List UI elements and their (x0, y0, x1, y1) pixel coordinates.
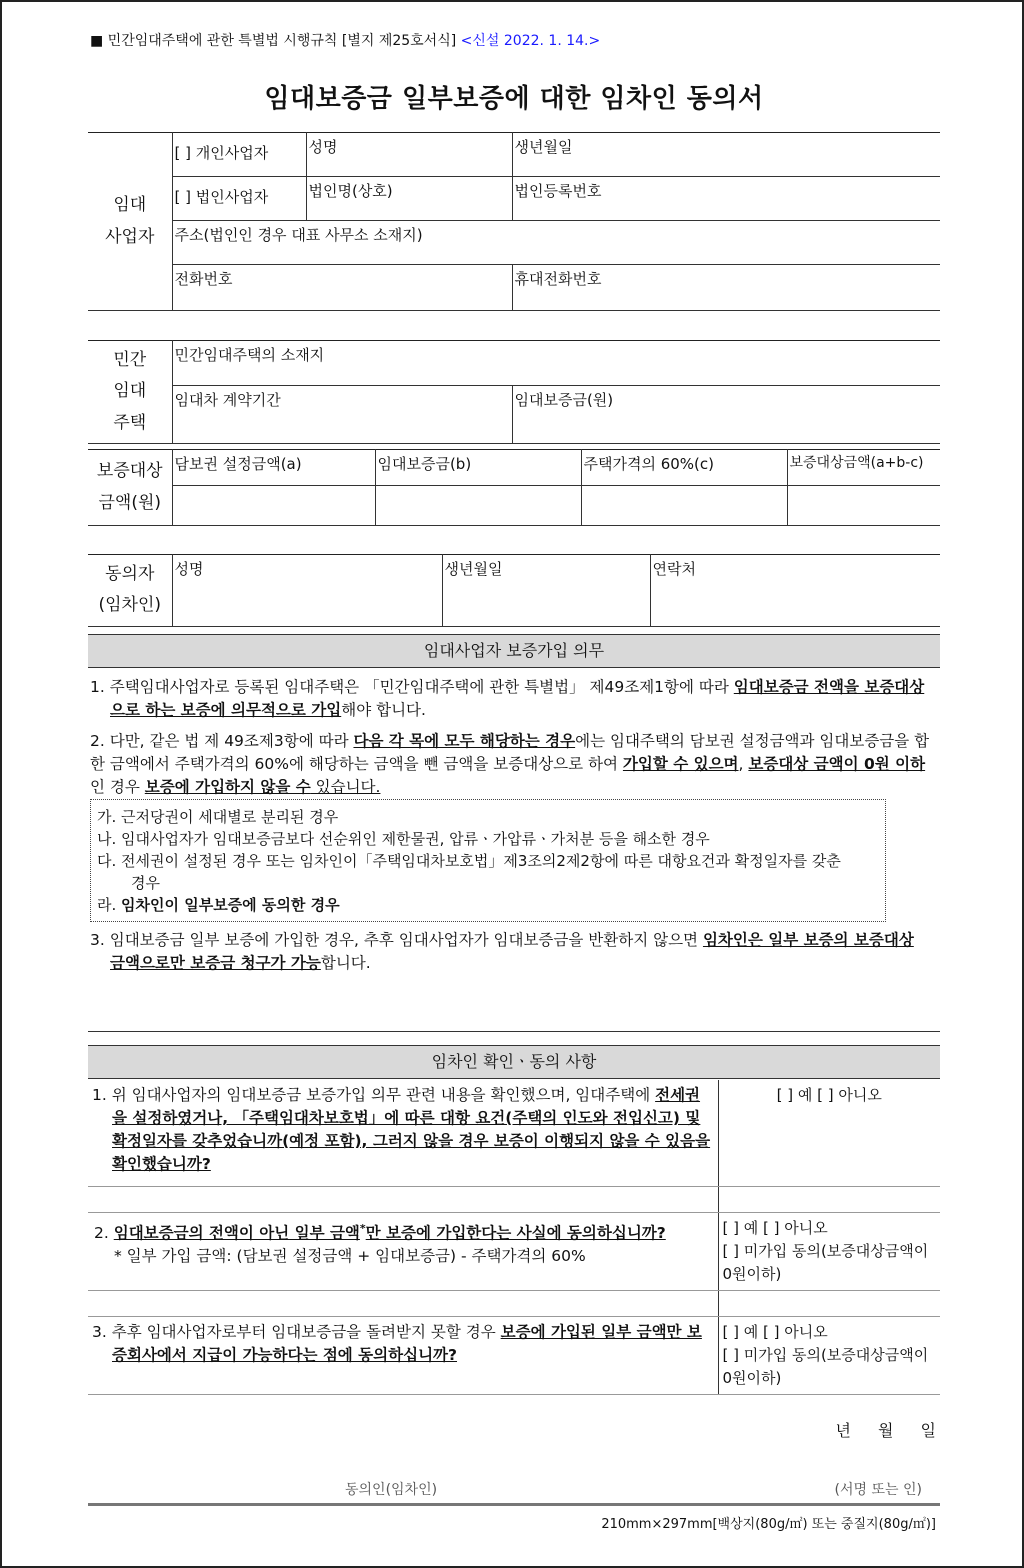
corporate-reg-field[interactable]: 법인등록번호 (512, 177, 940, 221)
question-2-note: * 일부 가입 금액: (담보권 설정금액 + 임대보증금) - 주택가격의 60% (114, 1246, 586, 1265)
condition-item-na: 나. 임대사업자가 임대보증금보다 선순위인 제한물권, 압류ㆍ가압류ㆍ가처분 등을 해소한 경우 (97, 830, 710, 848)
mobile-field[interactable]: 휴대전화번호 (512, 265, 940, 311)
landlord-side-label: 임대 사업자 (88, 133, 172, 311)
answer-2-not-join[interactable]: [ ] 미가입 동의(보증대상금액이0원이하) (722, 1241, 929, 1283)
guarantee-amount-table (88, 449, 940, 526)
consenter-birth-field[interactable]: 생년월일 (442, 555, 650, 627)
address-field[interactable]: 주소(법인인 경우 대표 사무소 소재지) (172, 221, 940, 265)
question-3: 3. 추후 임대사업자로부터 임대보증금을 돌려받지 못할 경우 보증에 가입된 일부 금액만 보증회사에서 지급이 가능하다는 점에 동의하십니까? (88, 1316, 718, 1394)
amount-side-label: 보증대상 금액(원) (88, 450, 172, 526)
deposit-field[interactable]: 임대보증금(원) (512, 385, 940, 444)
answer-3-not-join[interactable]: [ ] 미가입 동의(보증대상금액이0원이하) (722, 1345, 929, 1387)
corporate-name-field[interactable]: 법인명(상호) (306, 177, 512, 221)
guarantee-target-header: 보증대상금액(a+b-c) (787, 450, 940, 486)
duty-paragraph-2: 2. 다만, 같은 법 제 49조제3항에 따라 다음 각 목에 모두 해당하는 경우에는 임대주택의 담보권 설정금액과 임대보증금을 합한 금액에서 주택가격의 60%에 해당하는 금액을 뺀 금액을 보증대상으로 하여 가입할 수 있으며, 보증대상 금액이 0원 이하인 경우 보증에 가입하지 않을 수 있습니다. (90, 732, 930, 796)
paper-spec: 210mm×297mm[백상지(80g/㎡) 또는 중질지(80g/㎡)] (601, 1517, 936, 1532)
duty-paragraph-3: 3. 임대보증금 일부 보증에 가입한 경우, 추후 임대사업자가 임대보증금을 반환하지 않으면 임차인은 일부 보증의 보증대상 금액으로만 보증금 청구가 가능합니다. (90, 931, 914, 972)
confirm-table (88, 1080, 940, 1395)
answer-2-yes-no[interactable]: [ ] 예 [ ] 아니오 (722, 1218, 828, 1237)
date-line[interactable]: 년 월 일 (835, 1421, 936, 1440)
condition-item-da: 다. 전세권이 설정된 경우 또는 임차인이「주택임대차보호법」제3조의2제2항에 따른 대항요건과 확정일자를 갖춘 (97, 852, 841, 870)
contract-period-field[interactable]: 임대차 계약기간 (172, 385, 512, 444)
consenter-contact-field[interactable]: 연락처 (650, 555, 940, 627)
answer-3-yes-no[interactable]: [ ] 예 [ ] 아니오 (722, 1322, 828, 1341)
condition-item-da-cont: 경우 (131, 874, 160, 892)
consenter-table (88, 554, 940, 627)
condition-list-box (90, 799, 886, 922)
question-1: 1. 위 임대사업자의 임대보증금 보증가입 의무 관련 내용을 확인했으며, 임대주택에 전세권을 설정하였거나, 「주택임대차보호법」에 따른 대항 요건(주택의 인도와 전입신고) 및 확정일자를 갖추었습니까(예정 포함), 그러지 않을 경우 보증이 이행되지 않을 수 있음을 확인했습니까? (88, 1080, 718, 1186)
house-price-60-input[interactable] (581, 486, 787, 526)
signature-hint[interactable]: (서명 또는 인) (834, 1482, 922, 1498)
collateral-amount-input[interactable] (172, 486, 375, 526)
answer-2[interactable] (718, 1212, 940, 1290)
condition-item-ga: 가. 근저당권이 세대별로 분리된 경우 (97, 808, 339, 826)
duty-section-bar: 임대사업자 보증가입 의무 (88, 634, 940, 668)
answer-3[interactable] (718, 1316, 940, 1394)
footer-rule (88, 1503, 940, 1506)
answer-1-yes-no[interactable]: [ ] 예 [ ] 아니오 (718, 1080, 940, 1186)
birth-field[interactable]: 생년월일 (512, 133, 940, 177)
phone-field[interactable]: 전화번호 (172, 265, 512, 311)
question-2: 2. 임대보증금의 전액이 아닌 일부 금액*만 보증에 가입한다는 사실에 동의하십니까? * 일부 가입 금액: (담보권 설정금액 + 임대보증금) - 주택가격의 60% (88, 1212, 718, 1290)
deposit-amount-input[interactable] (375, 486, 581, 526)
guarantee-target-input[interactable] (787, 486, 940, 526)
regulation-reference: ■ 민간임대주택에 관한 특별법 시행규칙 [별지 제25호서식] (90, 33, 457, 49)
corporate-business-checkbox[interactable]: [ ] 법인사업자 (172, 177, 306, 221)
name-field[interactable]: 성명 (306, 133, 512, 177)
document-title: 임대보증금 일부보증에 대한 임차인 동의서 (264, 84, 764, 114)
collateral-amount-header: 담보권 설정금액(a) (172, 450, 375, 486)
duty-paragraph-1: 1. 주택임대사업자로 등록된 임대주택은 「민간임대주택에 관한 특별법」 제49조제1항에 따라 임대보증금 전액을 보증대상으로 하는 보증에 의무적으로 가입해야 합니다. (90, 678, 925, 719)
deposit-amount-header: 임대보증금(b) (375, 450, 581, 486)
form-header (90, 30, 600, 50)
individual-business-checkbox[interactable]: [ ] 개인사업자 (172, 133, 306, 177)
landlord-table (88, 132, 940, 311)
condition-item-ra: 라. 임차인이 일부보증에 동의한 경우 (97, 896, 340, 914)
housing-location-field[interactable]: 민간임대주택의 소재지 (172, 341, 940, 386)
consenter-name-field[interactable]: 성명 (172, 555, 442, 627)
housing-table (88, 340, 940, 444)
new-date-note: <신설 2022. 1. 14.> (460, 33, 601, 49)
signer-label: 동의인(임차인) (345, 1482, 438, 1498)
house-price-60-header: 주택가격의 60%(c) (581, 450, 787, 486)
housing-side-label: 민간 임대 주택 (88, 341, 172, 444)
consenter-side-label: 동의자 (임차인) (88, 555, 172, 627)
confirm-section-bar: 임차인 확인ㆍ동의 사항 (88, 1045, 940, 1079)
section-divider (88, 1031, 940, 1032)
